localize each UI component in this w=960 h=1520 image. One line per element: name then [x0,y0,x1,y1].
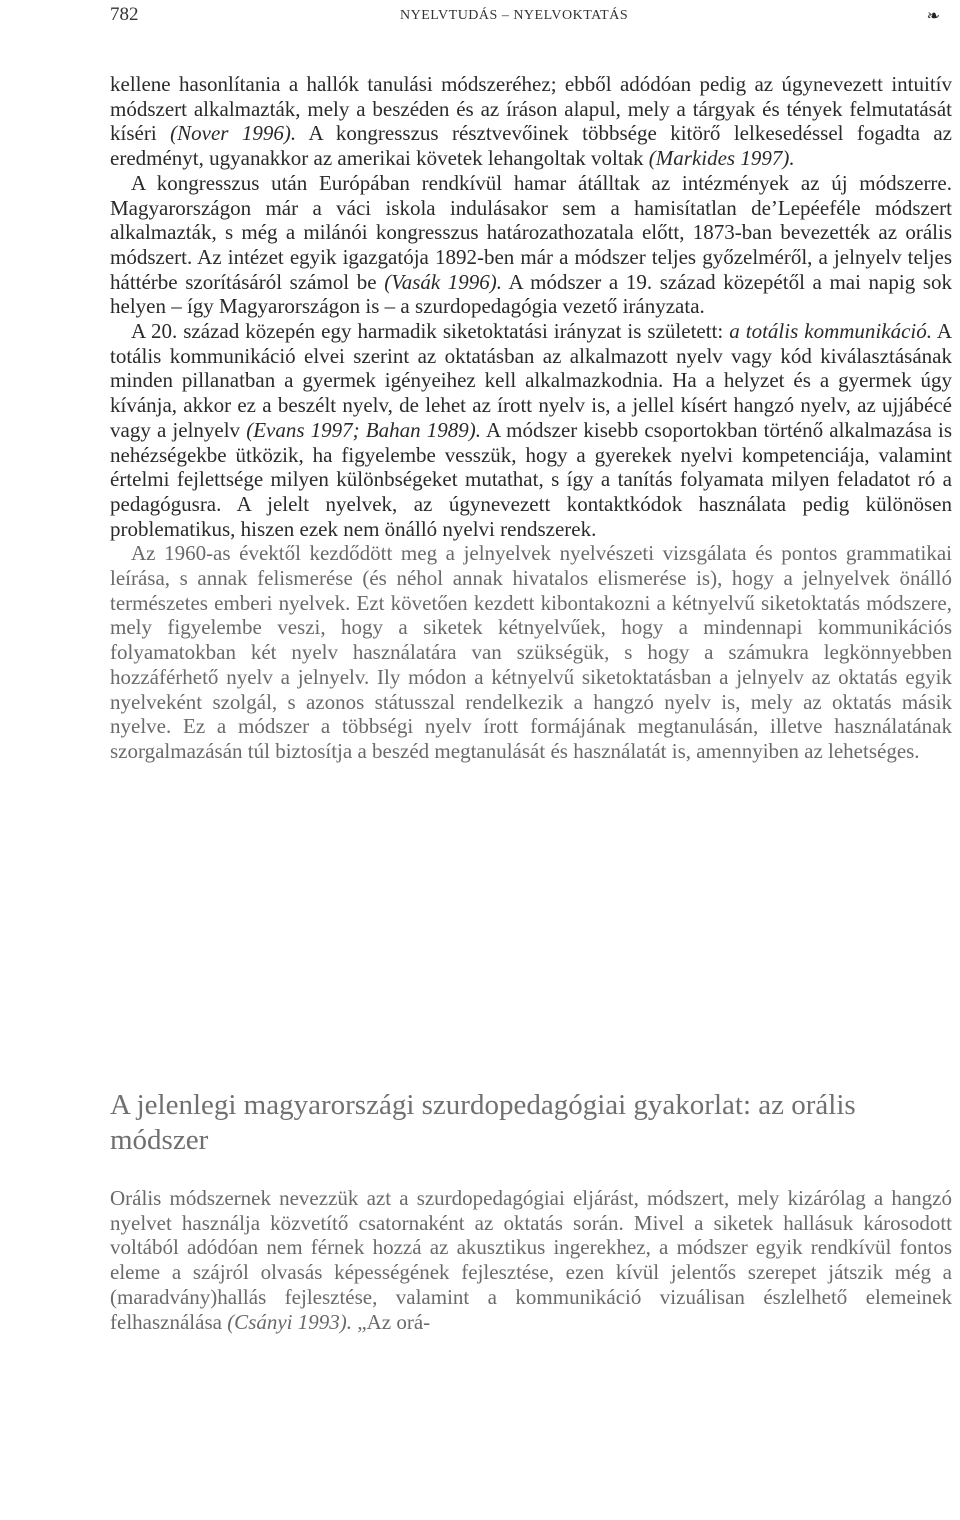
body-text [110,72,952,764]
text-segment: „Az orá- [352,1309,431,1334]
page-number: 782 [110,4,139,25]
citation: (Markides 1997). [648,146,795,171]
paragraph-3 [110,319,952,541]
text-segment: A módszer a 19. század közepétől a mai napig sok helyen – így Magyarországon is – a szurdopedagógia vezető irányzata. [110,269,953,319]
citation: (Evans 1997; Bahan 1989). [246,417,481,442]
section-paragraph [110,1186,952,1334]
paragraph-1 [110,72,952,171]
citation: (Csányi 1993). [227,1309,353,1334]
paragraph-2 [110,171,952,319]
citation: a totális kommunikáció. [729,319,932,344]
text-segment: Az 1960-as évektől kezdődött meg a jelnyelvek nyelvészeti vizsgálata és pontos grammatikai leírása, s annak felismerése (és néhol annak hivatalos elismerése is), hogy a jelnyelvek önálló természetes emberi nyelvek. Ezt követően kezdett kibontakozni a kétnyelvű siketoktatás módszere, mely figyelembe veszi, hogy a siketek kétnyelvűek, hogy a mindennapi kommunikációs folyamatokban két nyelv használatára van szükségük, s hogy a számukra legkönnyebben hozzáférhető nyelv a jelnyelv. Ily módon a kétnyelvű siketoktatásban a jelnyelv az oktatás egyik nyelveként szolgál, s azonos státusszal rendelkezik a hangzó nyelv is, mely az oktatás másik nyelve. Ez a módszer a többségi nyelv írott formájának megtanulásán, illetve használatának szorgalmazásán túl biztosítja a beszéd megtanulását és használatát is, amennyiben az lehetséges. [110,541,952,763]
section-heading: A jelenlegi magyarországi szurdopedagógiai gyakorlat: az orális módszer [110,1089,856,1156]
text-segment: kellene hasonlítania a hallók tanulási módszeréhez; ebből adódóan pedig az úgynevezett intuitív módszert alkalmazták, mely a beszéden és az íráson alapul, mely a tárgyak és tények felmutatását kíséri [110,72,952,146]
running-head [110,4,940,28]
fleuron-icon: ❧ [926,8,940,25]
section [110,1088,952,1334]
text-segment: A totális kommunikáció elvei szerint az oktatásban az alkalmazott nyelv vagy kód kiválasztásának minden pillanatban a gyermek igényeihez kell alkalmazkodnia. Ha a helyzet és a gyermek úgy kívánja, akkor ez a beszélt nyelv, de lehet az írott nyelv is, a jellel kísért hangzó nyelv, az ujjábécé vagy a jelnyelv [110,319,952,442]
text-segment: A 20. század közepén egy harmadik siketoktatási irányzat is született: [131,319,730,344]
citation: (Nover 1996). [170,121,297,146]
text-segment: A kongresszus után Európában rendkívül hamar átálltak az intézmények az új módszerre. Magyarországon már a váci iskola indulásakor sem a hamisítatlan de’Lepéeféle módszert alkalmazták, s még a milánói kongresszus határozathozatala előtt, 1873-ban bevezették az orális módszert. Az intézet egyik igazgatója 1892-ben már a módszer teljes győzelméről, a jelnyelv teljes háttérbe szorításáról számol be [110,170,952,294]
paragraph-4 [110,541,952,763]
running-title: NYELVTUDÁS – NYELVOKTATÁS [400,8,629,23]
text-segment: Orális módszernek nevezzük azt a szurdopedagógiai eljárást, módszert, mely kizárólag a hangzó nyelvet használja közvetítő csatornaként az oktatás során. Mivel a siketek hallásuk károsodott voltából adódóan nem férnek hozzá az akusztikus ingerekhez, a módszer egyik rendkívül fontos eleme a szájról olvasás képességének fejlesztése, ezen kívül jelentős szerepet játszik még a (maradvány)hallás fejlesztése, valamint a kommunikáció vizuálisan észlelhető elemeinek felhasználása [110,1186,952,1334]
text-segment: A módszer kisebb csoportokban történő alkalmazása is nehézségekbe ütközik, ha figyelembe vesszük, hogy a gyerekek nyelvi kompetenciája, valamint értelmi fejlettsége milyen különbségeket mutathat, s így a tanítás folyamata milyen feladatot ró a pedagógusra. A jelelt nyelvek, az úgynevezett kontaktkódok használata pedig különösen problematikus, hiszen ezek nem önálló nyelvi rendszerek. [110,417,952,541]
text-segment: A kongresszus résztvevőinek többsége kitörő lelkesedéssel fogadta az eredményt, ugyanakkor az amerikai követek lehangoltak voltak [110,121,953,171]
citation: (Vasák 1996). [384,269,503,294]
